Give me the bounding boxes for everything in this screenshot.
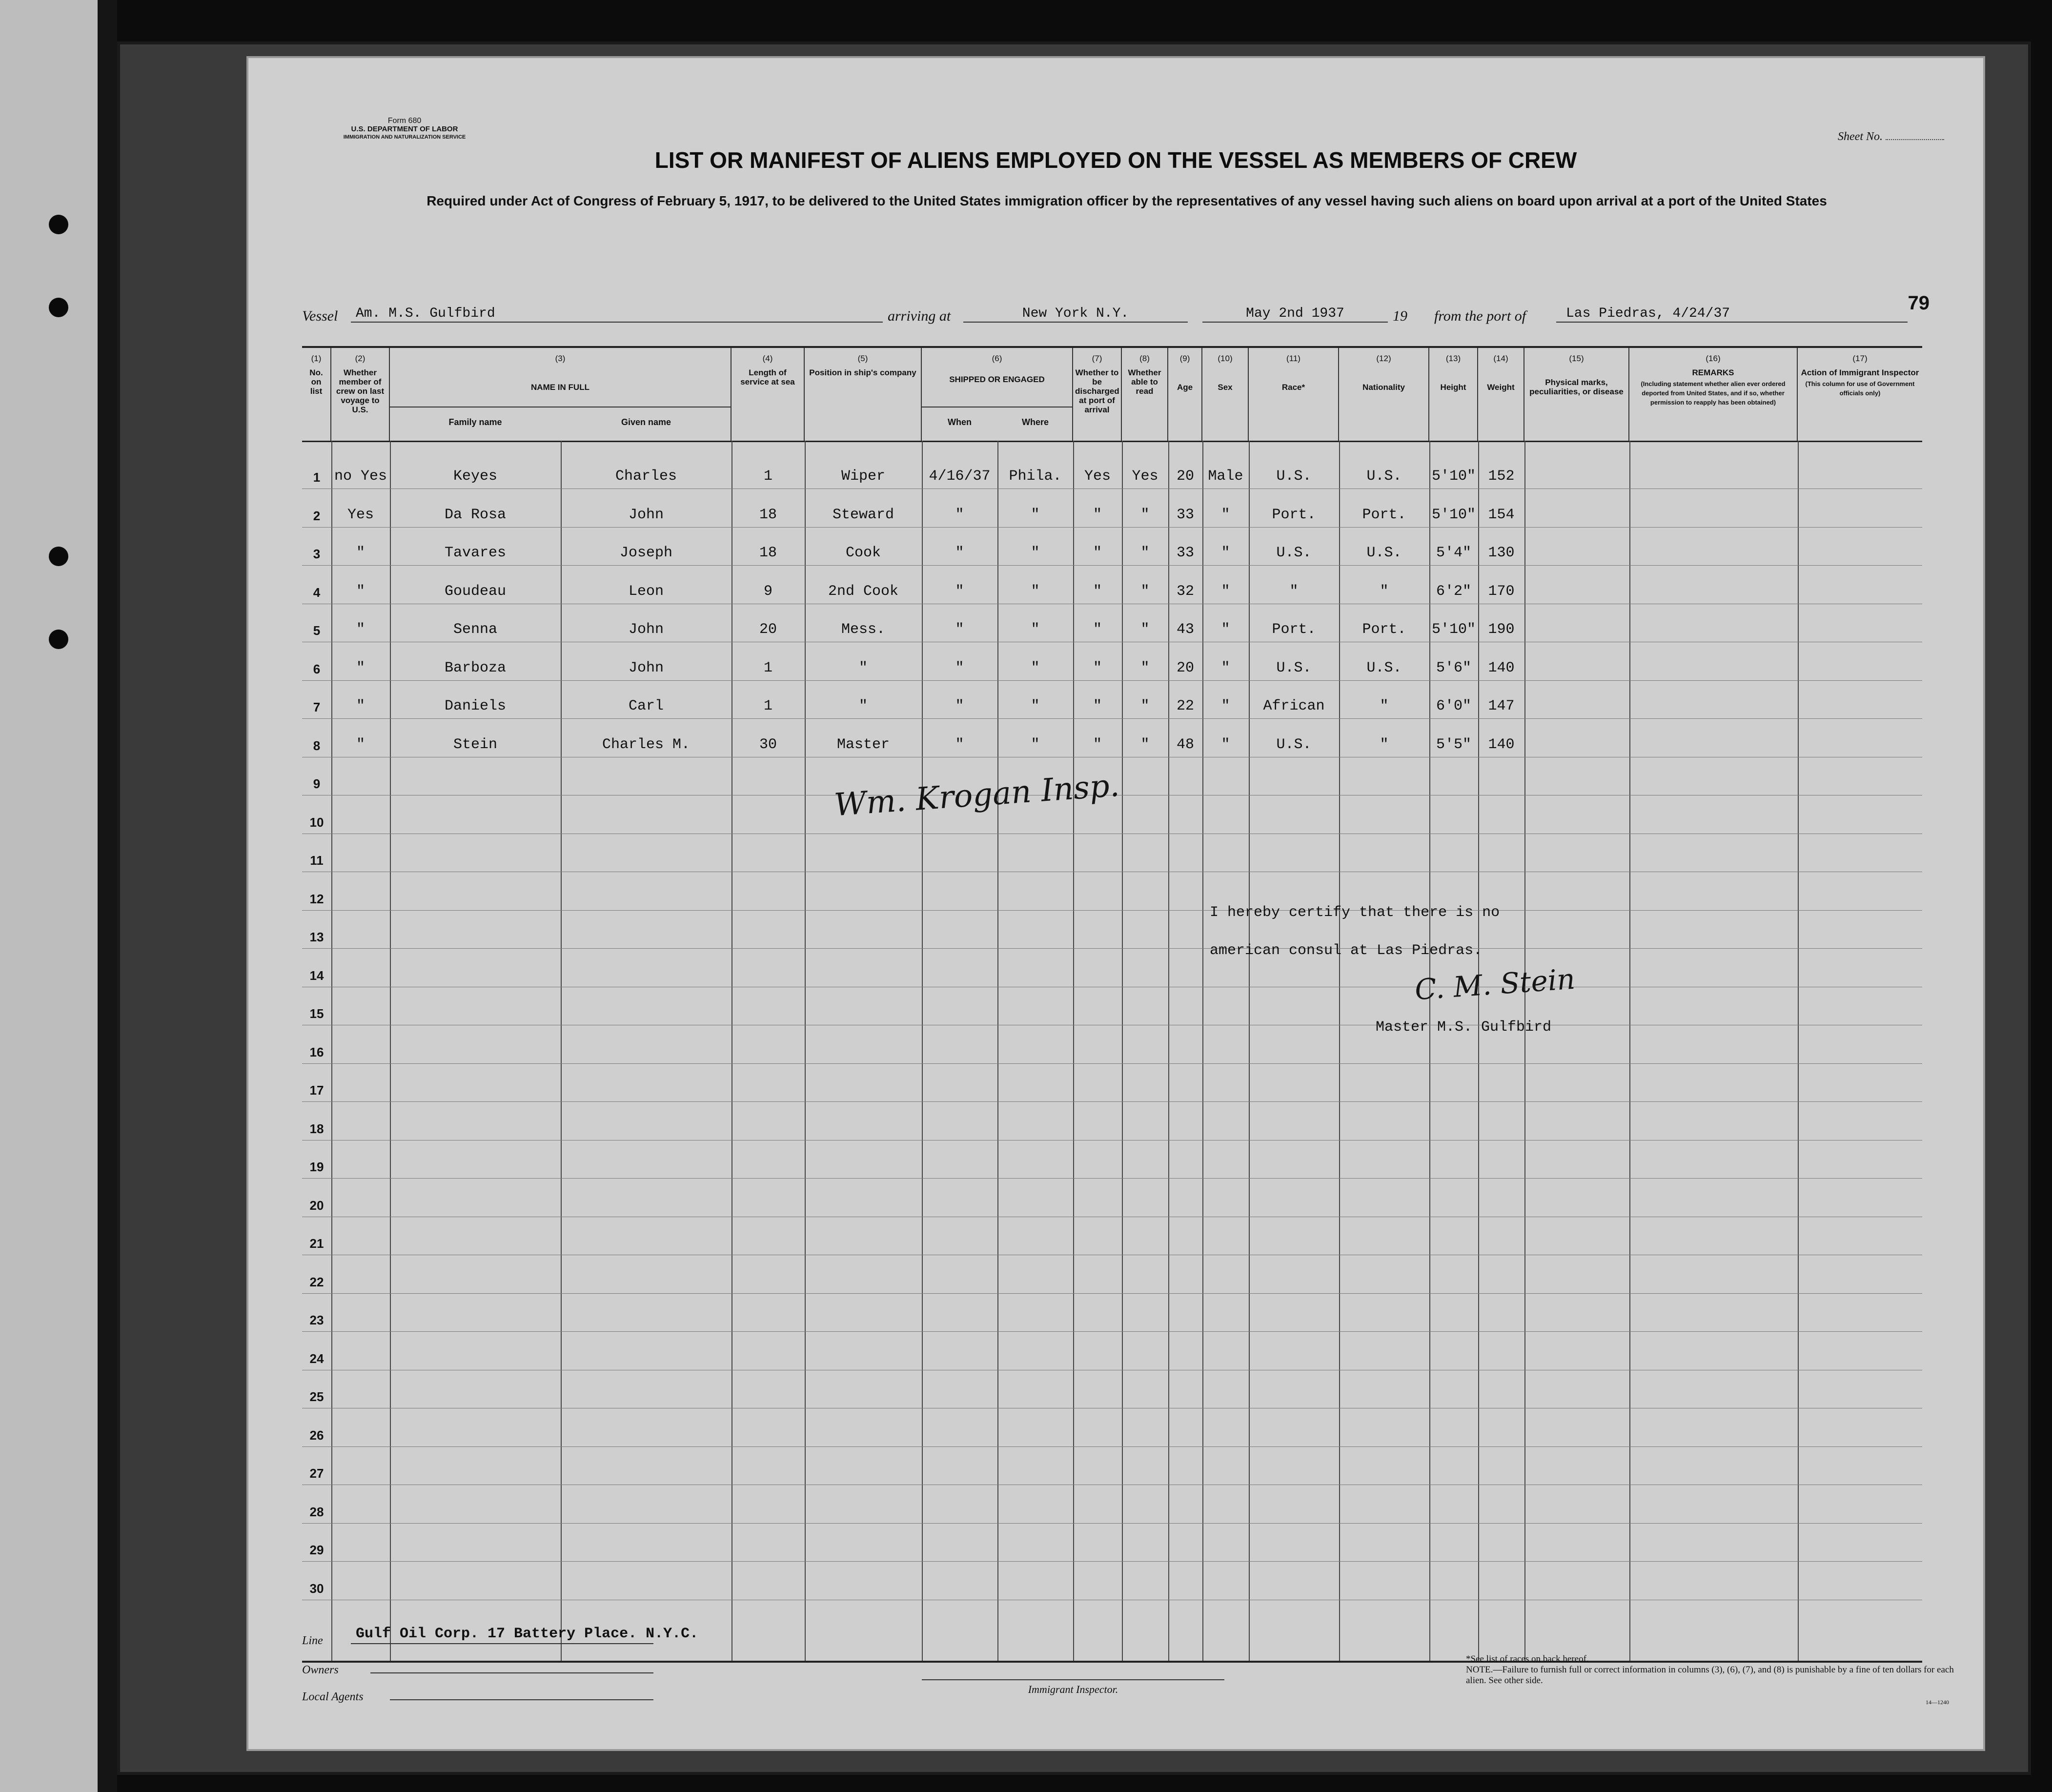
crew-cell-nationality: U.S.	[1366, 659, 1402, 676]
owners-underline	[370, 1672, 653, 1673]
row-rule	[302, 1331, 1922, 1332]
crew-cell-weight: 130	[1488, 545, 1515, 561]
crew-cell-age: 33	[1176, 545, 1194, 561]
col-header-age: (9) Age	[1168, 348, 1202, 441]
crew-cell-height: 6'2"	[1436, 583, 1471, 600]
crew-cell-given: Carl	[628, 698, 664, 714]
row-number: 27	[309, 1466, 324, 1481]
agents-underline	[390, 1699, 653, 1700]
footer-note	[1466, 1654, 1954, 1706]
crew-cell-where: "	[1031, 506, 1040, 523]
crew-cell-family: Keyes	[453, 468, 497, 485]
line-company: Gulf Oil Corp. 17 Battery Place. N.Y.C.	[356, 1626, 699, 1642]
races-note: *See list of races on back hereof.	[1466, 1654, 1589, 1664]
crew-cell-height: 5'6"	[1436, 659, 1471, 676]
col-header-shipped: (6) SHIPPED OR ENGAGED	[922, 348, 1073, 441]
crew-cell-position: 2nd Cook	[828, 583, 899, 600]
crew-cell-height: 5'5"	[1436, 736, 1471, 753]
row-number: 19	[309, 1160, 324, 1174]
row-number: 12	[309, 891, 324, 906]
row-rule	[302, 1178, 1922, 1179]
row-rule	[302, 1446, 1922, 1447]
row-number: 28	[309, 1504, 324, 1519]
footer-owners-field	[302, 1664, 339, 1677]
crew-cell-when: "	[955, 545, 964, 561]
crew-cell-when: 4/16/37	[929, 468, 991, 485]
crew-cell-age: 43	[1176, 621, 1194, 638]
crew-cell-where: "	[1031, 545, 1040, 561]
line-label: Line	[302, 1634, 323, 1647]
col-header-last-voyage: (2) Whether member of crew on last voyage to U.S.	[331, 348, 390, 441]
crew-cell-service: 9	[763, 583, 772, 600]
row-rule	[302, 1101, 1922, 1102]
crew-cell-where: "	[1031, 621, 1040, 638]
row-rule	[302, 1293, 1922, 1294]
table-header	[302, 348, 1922, 442]
crew-cell-race: Port.	[1272, 506, 1316, 523]
agents-label: Local Agents	[302, 1690, 364, 1703]
crew-cell-when: "	[955, 698, 964, 714]
row-number: 2	[313, 508, 321, 523]
where-subheader: Where	[1021, 417, 1049, 427]
col-header-name: (3) NAME IN FULL	[390, 348, 731, 441]
punch-hole	[49, 547, 68, 566]
vessel-label: Vessel	[302, 308, 338, 324]
inspector-signature: Wm. Krogan Insp.	[833, 767, 1121, 824]
department-name: U.S. DEPARTMENT OF LABOR	[351, 125, 458, 133]
crew-cell-read: "	[1140, 736, 1150, 753]
crew-cell-family: Barboza	[444, 659, 507, 676]
crew-cell-race: Port.	[1272, 621, 1316, 638]
crew-cell-read: "	[1140, 698, 1150, 714]
crew-cell-nationality: Port.	[1362, 506, 1406, 523]
row-number: 10	[309, 815, 324, 830]
row-number: 21	[309, 1236, 324, 1251]
crew-cell-age: 33	[1176, 506, 1194, 523]
column-rule	[1798, 441, 1799, 1661]
crew-cell-given: Charles	[615, 468, 677, 485]
crew-cell-position: Wiper	[841, 468, 885, 485]
sheet-number	[1838, 130, 1944, 143]
certification-line-2: american consul at Las Piedras.	[1210, 942, 1483, 959]
penalty-note: NOTE.—Failure to furnish full or correct information in columns (3), (6), (7), and (8) is punishable by a fine of ten dollars for each alien. See other side.	[1466, 1665, 1954, 1686]
arriving-port: New York N.Y.	[963, 306, 1188, 323]
row-number: 11	[310, 853, 324, 868]
crew-cell-position: "	[858, 659, 868, 676]
crew-cell-height: 5'10"	[1431, 468, 1476, 485]
row-rule	[302, 680, 1922, 681]
form-number: Form 680	[387, 117, 422, 125]
crew-cell-age: 32	[1176, 583, 1194, 600]
crew-cell-family: Stein	[453, 736, 497, 753]
crew-cell-where: "	[1031, 736, 1040, 753]
crew-cell-weight: 190	[1488, 621, 1515, 638]
sheet-number-label: Sheet No.	[1838, 130, 1883, 143]
crew-cell-last-voyage: "	[356, 736, 365, 753]
row-number: 25	[309, 1389, 324, 1404]
crew-cell-service: 18	[759, 506, 777, 523]
row-number: 20	[309, 1198, 324, 1213]
crew-cell-nationality: U.S.	[1366, 468, 1402, 485]
row-rule	[302, 910, 1922, 911]
binder-strip	[0, 0, 98, 1792]
crew-cell-height: 5'10"	[1431, 506, 1476, 523]
row-number: 4	[313, 585, 321, 600]
crew-cell-discharged: "	[1093, 621, 1102, 638]
row-number: 6	[313, 661, 321, 676]
crew-cell-sex: "	[1221, 545, 1230, 561]
crew-cell-sex: "	[1221, 583, 1230, 600]
punch-hole	[49, 630, 68, 649]
crew-cell-last-voyage: Yes	[347, 506, 374, 523]
crew-cell-last-voyage: "	[356, 621, 365, 638]
crew-cell-weight: 152	[1488, 468, 1515, 485]
crew-cell-height: 5'10"	[1431, 621, 1476, 638]
crew-cell-family: Da Rosa	[444, 506, 507, 523]
page-number: 79	[1908, 292, 1930, 314]
col-header-service: (4) Length of service at sea	[731, 348, 805, 441]
crew-cell-given: Joseph	[619, 545, 673, 561]
crew-cell-race: "	[1289, 583, 1299, 600]
row-rule	[302, 1063, 1922, 1064]
crew-cell-given: John	[628, 506, 664, 523]
crew-cell-family: Tavares	[444, 545, 507, 561]
crew-cell-age: 20	[1176, 659, 1194, 676]
manifest-sheet	[246, 56, 1985, 1751]
arriving-label: arriving at	[888, 308, 951, 324]
crew-cell-service: 1	[763, 659, 772, 676]
footer-agents-field	[302, 1690, 364, 1704]
crew-cell-nationality: "	[1380, 698, 1389, 714]
inspector-label: Immigrant Inspector.	[1028, 1683, 1118, 1695]
crew-cell-given: Charles M.	[602, 736, 691, 753]
row-number: 30	[309, 1581, 324, 1596]
col-header-read: (8) Whether able to read	[1122, 348, 1168, 441]
row-rule	[302, 527, 1922, 528]
crew-cell-read: Yes	[1132, 468, 1158, 485]
crew-cell-discharged: "	[1093, 506, 1102, 523]
row-number: 1	[313, 470, 321, 485]
crew-cell-read: "	[1140, 583, 1150, 600]
crew-cell-read: "	[1140, 659, 1150, 676]
row-rule	[302, 565, 1922, 566]
crew-cell-when: "	[955, 736, 964, 753]
crew-cell-age: 20	[1176, 468, 1194, 485]
from-label: from the port of	[1434, 308, 1526, 324]
crew-cell-sex: "	[1221, 659, 1230, 676]
row-number: 3	[313, 547, 321, 561]
punch-hole	[49, 298, 68, 317]
crew-cell-position: Mess.	[841, 621, 885, 638]
crew-cell-read: "	[1140, 506, 1150, 523]
document-subtitle: Required under Act of Congress of February 5, 1917, to be delivered to the United States immigration officer by the representatives of any vessel having such aliens on board upon arrival at a port of the United States	[427, 193, 1827, 208]
col-header-race: (11) Race*	[1249, 348, 1339, 441]
service-name: IMMIGRATION AND NATURALIZATION SERVICE	[343, 134, 466, 140]
crew-cell-weight: 154	[1488, 506, 1515, 523]
row-number: 13	[309, 930, 324, 944]
master-signature: C. M. Stein	[1414, 962, 1576, 1007]
vessel-name: Am. M.S. Gulfbird	[351, 306, 883, 323]
crew-cell-race: U.S.	[1276, 659, 1312, 676]
when-subheader: When	[948, 417, 972, 427]
crew-cell-discharged: Yes	[1084, 468, 1111, 485]
crew-cell-where: "	[1031, 583, 1040, 600]
row-number: 23	[309, 1313, 324, 1327]
crew-cell-sex: "	[1221, 736, 1230, 753]
row-number: 24	[309, 1351, 324, 1366]
col-header-no: (1) No. on list	[302, 348, 331, 441]
crew-cell-service: 20	[759, 621, 777, 638]
crew-cell-where: "	[1031, 659, 1040, 676]
form-identifier	[302, 117, 507, 142]
crew-cell-position: Steward	[832, 506, 894, 523]
crew-cell-last-voyage: "	[356, 583, 365, 600]
column-rule	[1629, 441, 1630, 1661]
footer-line-field	[302, 1634, 323, 1648]
crew-cell-nationality: "	[1380, 736, 1389, 753]
crew-cell-age: 22	[1176, 698, 1194, 714]
crew-cell-discharged: "	[1093, 698, 1102, 714]
vessel-info	[302, 302, 1912, 326]
col-header-remarks: (16) REMARKS (Including statement whether alien ever ordered deported from United States, and if so, whether permission to reapply has been obtained)	[1629, 348, 1798, 441]
row-rule	[302, 1561, 1922, 1562]
departure-port: Las Piedras, 4/24/37	[1556, 306, 1908, 323]
form-code: 14—1240	[1926, 1699, 1949, 1706]
col-header-discharged: (7) Whether to be discharged at port of arrival	[1073, 348, 1122, 441]
crew-cell-family: Daniels	[444, 698, 507, 714]
crew-cell-discharged: "	[1093, 583, 1102, 600]
row-rule	[302, 948, 1922, 949]
line-underline	[351, 1643, 653, 1644]
crew-cell-age: 48	[1176, 736, 1194, 753]
crew-cell-last-voyage: "	[356, 545, 365, 561]
crew-cell-nationality: U.S.	[1366, 545, 1402, 561]
crew-cell-height: 5'4"	[1436, 545, 1471, 561]
inspector-signature-line	[922, 1679, 1224, 1680]
crew-cell-when: "	[955, 621, 964, 638]
row-number: 16	[309, 1044, 324, 1059]
certification-line-1: I hereby certify that there is no	[1210, 904, 1500, 921]
crew-cell-family: Goudeau	[444, 583, 507, 600]
crew-cell-given: John	[628, 621, 664, 638]
row-number: 18	[309, 1121, 324, 1136]
crew-cell-height: 6'0"	[1436, 698, 1471, 714]
table-body	[302, 441, 1922, 1661]
crew-cell-given: Leon	[628, 583, 664, 600]
col-header-weight: (14) Weight	[1478, 348, 1524, 441]
crew-cell-race: U.S.	[1276, 545, 1312, 561]
row-number: 7	[313, 700, 321, 714]
row-number: 15	[309, 1006, 324, 1021]
crew-cell-read: "	[1140, 545, 1150, 561]
crew-cell-where: "	[1031, 698, 1040, 714]
crew-cell-nationality: "	[1380, 583, 1389, 600]
crew-cell-race: U.S.	[1276, 468, 1312, 485]
year-label: 19	[1393, 308, 1407, 324]
row-number: 26	[309, 1427, 324, 1443]
crew-cell-read: "	[1140, 621, 1150, 638]
col-header-nationality: (12) Nationality	[1339, 348, 1429, 441]
crew-cell-service: 30	[759, 736, 777, 753]
col-header-physical-marks: (15) Physical marks, peculiarities, or disease	[1524, 348, 1629, 441]
given-name-subheader: Given name	[621, 417, 671, 427]
row-number: 29	[309, 1543, 324, 1557]
crew-cell-sex: Male	[1208, 468, 1243, 485]
row-number: 17	[309, 1083, 324, 1098]
crew-cell-service: 1	[763, 468, 772, 485]
crew-cell-position: Cook	[845, 545, 881, 561]
crew-cell-service: 18	[759, 545, 777, 561]
crew-cell-race: U.S.	[1276, 736, 1312, 753]
arrival-date: May 2nd 1937	[1202, 306, 1388, 323]
crew-cell-sex: "	[1221, 698, 1230, 714]
crew-cell-given: John	[628, 659, 664, 676]
crew-cell-weight: 170	[1488, 583, 1515, 600]
crew-cell-when: "	[955, 583, 964, 600]
crew-cell-race: African	[1263, 698, 1325, 714]
column-rule	[1524, 441, 1525, 1661]
crew-cell-discharged: "	[1093, 659, 1102, 676]
crew-cell-last-voyage: "	[356, 659, 365, 676]
row-number: 5	[313, 623, 321, 638]
owners-label: Owners	[302, 1664, 339, 1676]
crew-cell-last-voyage: no Yes	[334, 468, 387, 485]
row-number: 14	[309, 968, 324, 983]
crew-cell-nationality: Port.	[1362, 621, 1406, 638]
col-header-position: (5) Position in ship's company	[805, 348, 922, 441]
crew-cell-weight: 140	[1488, 659, 1515, 676]
col-header-height: (13) Height	[1429, 348, 1478, 441]
row-rule	[302, 1523, 1922, 1524]
punch-hole	[49, 215, 68, 234]
crew-cell-discharged: "	[1093, 545, 1102, 561]
crew-cell-position: Master	[836, 736, 890, 753]
crew-cell-sex: "	[1221, 621, 1230, 638]
certification-line-3: Master M.S. Gulfbird	[1376, 1019, 1552, 1036]
sheet-number-blank	[1886, 139, 1944, 140]
family-name-subheader: Family name	[448, 417, 502, 427]
crew-manifest-table	[302, 346, 1922, 1663]
crew-cell-discharged: "	[1093, 736, 1102, 753]
crew-cell-where: Phila.	[1009, 468, 1062, 485]
crew-cell-position: "	[858, 698, 868, 714]
crew-cell-service: 1	[763, 698, 772, 714]
crew-cell-family: Senna	[453, 621, 497, 638]
crew-cell-weight: 147	[1488, 698, 1515, 714]
crew-cell-when: "	[955, 506, 964, 523]
crew-cell-weight: 140	[1488, 736, 1515, 753]
crew-cell-sex: "	[1221, 506, 1230, 523]
document-title: LIST OR MANIFEST OF ALIENS EMPLOYED ON THE VESSEL AS MEMBERS OF CREW	[654, 147, 1577, 173]
row-number: 9	[313, 776, 321, 791]
row-number: 22	[309, 1274, 324, 1289]
row-number: 8	[313, 738, 321, 753]
row-rule	[302, 718, 1922, 719]
col-header-sex: (10) Sex	[1202, 348, 1249, 441]
crew-cell-last-voyage: "	[356, 698, 365, 714]
col-header-inspector-action: (17) Action of Immigrant Inspector (This column for use of Government officials only)	[1801, 354, 1919, 397]
binder-edge	[98, 0, 117, 1792]
crew-cell-when: "	[955, 659, 964, 676]
